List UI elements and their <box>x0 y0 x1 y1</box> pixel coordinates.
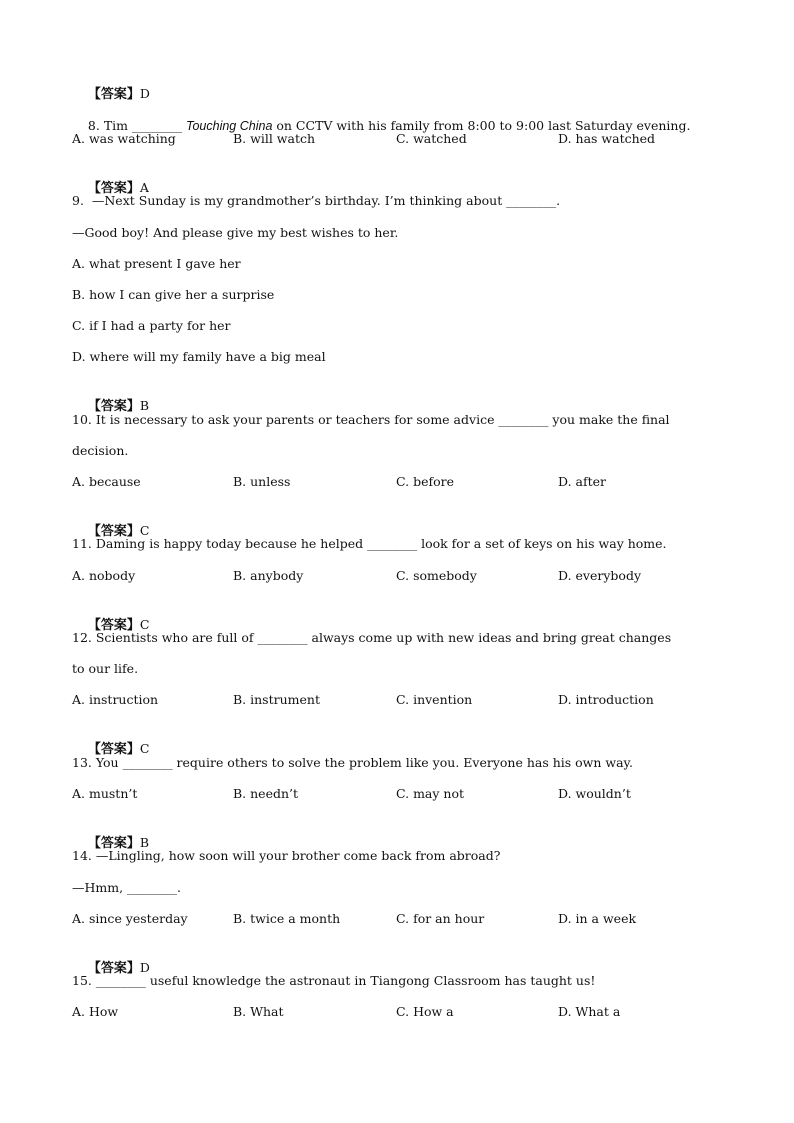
option-d: D. has watched <box>558 131 656 146</box>
question-text: on CCTV with his family from 8:00 to 9:00 last Saturday evening. <box>272 118 691 133</box>
answer-value: D <box>139 86 150 101</box>
answer-value: D <box>139 960 150 975</box>
option-c: C. somebody <box>396 568 477 583</box>
answer-tag: 【答案】 <box>87 836 140 851</box>
option-c: C. before <box>396 474 454 489</box>
answer-blank: ________ <box>132 118 182 133</box>
option-a: A. instruction <box>72 692 159 707</box>
question-text: Tim <box>103 118 132 133</box>
option-b: B. What <box>233 1004 284 1019</box>
answer-value: C <box>139 741 150 756</box>
option-d: D. where will my family have a big meal <box>72 349 326 364</box>
option-d: D. after <box>558 474 606 489</box>
question-10: 10. It is necessary to ask your parents or teachers for some advice ________ you make the final <box>72 412 670 427</box>
option-d: D. wouldn’t <box>558 786 631 801</box>
option-d: D. everybody <box>558 568 642 583</box>
option-a: A. mustn’t <box>72 786 138 801</box>
option-c: C. How a <box>396 1004 454 1019</box>
option-b: B. will watch <box>233 131 316 146</box>
question-number: 8. <box>87 118 100 133</box>
answer-tag: 【答案】 <box>87 742 140 757</box>
answer-value: C <box>139 617 150 632</box>
answer-tag: 【答案】 <box>87 399 140 414</box>
question-14-reply: —Hmm, ________. <box>72 880 182 895</box>
answer-tag: 【答案】 <box>87 524 140 539</box>
option-b: B. anybody <box>233 568 304 583</box>
option-d: D. in a week <box>558 911 637 926</box>
question-9-reply: —Good boy! And please give my best wishes to her. <box>72 225 399 240</box>
option-a: A. was watching <box>72 131 176 146</box>
option-c: C. watched <box>396 131 467 146</box>
answer-tag: 【答案】 <box>87 181 140 196</box>
answer-tag: 【答案】 <box>87 961 140 976</box>
option-a: A. since yesterday <box>72 911 188 926</box>
program-title: Touching China <box>185 119 273 133</box>
question-11: 11. Daming is happy today because he helped ________ look for a set of keys on his way home. <box>72 536 667 551</box>
answer-tag: 【答案】 <box>87 618 140 633</box>
option-a: A. How <box>72 1004 119 1019</box>
option-b: B. unless <box>233 474 291 489</box>
question-15: 15. ________ useful knowledge the astronaut in Tiangong Classroom has taught us! <box>72 973 596 988</box>
option-a: A. what present I gave her <box>72 256 241 271</box>
option-c: C. for an hour <box>396 911 485 926</box>
question-14: 14. —Lingling, how soon will your brother come back from abroad? <box>72 848 501 863</box>
question-10-cont: decision. <box>72 443 129 458</box>
question-12-cont: to our life. <box>72 661 139 676</box>
option-d: D. What a <box>558 1004 621 1019</box>
answer-tag: 【答案】 <box>87 87 140 102</box>
answer-value: A <box>139 180 149 195</box>
option-b: B. instrument <box>233 692 320 707</box>
option-b: B. needn’t <box>233 786 299 801</box>
answer-value: B <box>139 398 150 413</box>
answer-value: C <box>139 523 150 538</box>
option-c: C. may not <box>396 786 465 801</box>
question-9: 9. —Next Sunday is my grandmother’s birthday. I’m thinking about ________. <box>72 193 561 208</box>
option-d: D. introduction <box>558 692 654 707</box>
option-a: A. nobody <box>72 568 136 583</box>
option-b: B. twice a month <box>233 911 341 926</box>
option-c: C. invention <box>396 692 473 707</box>
option-a: A. because <box>72 474 141 489</box>
option-b: B. how I can give her a surprise <box>72 287 275 302</box>
question-12: 12. Scientists who are full of ________ always come up with new ideas and bring great changes <box>72 630 672 645</box>
question-13: 13. You ________ require others to solve the problem like you. Everyone has his own way. <box>72 755 633 770</box>
answer-value: B <box>139 835 150 850</box>
option-c: C. if I had a party for her <box>72 318 231 333</box>
